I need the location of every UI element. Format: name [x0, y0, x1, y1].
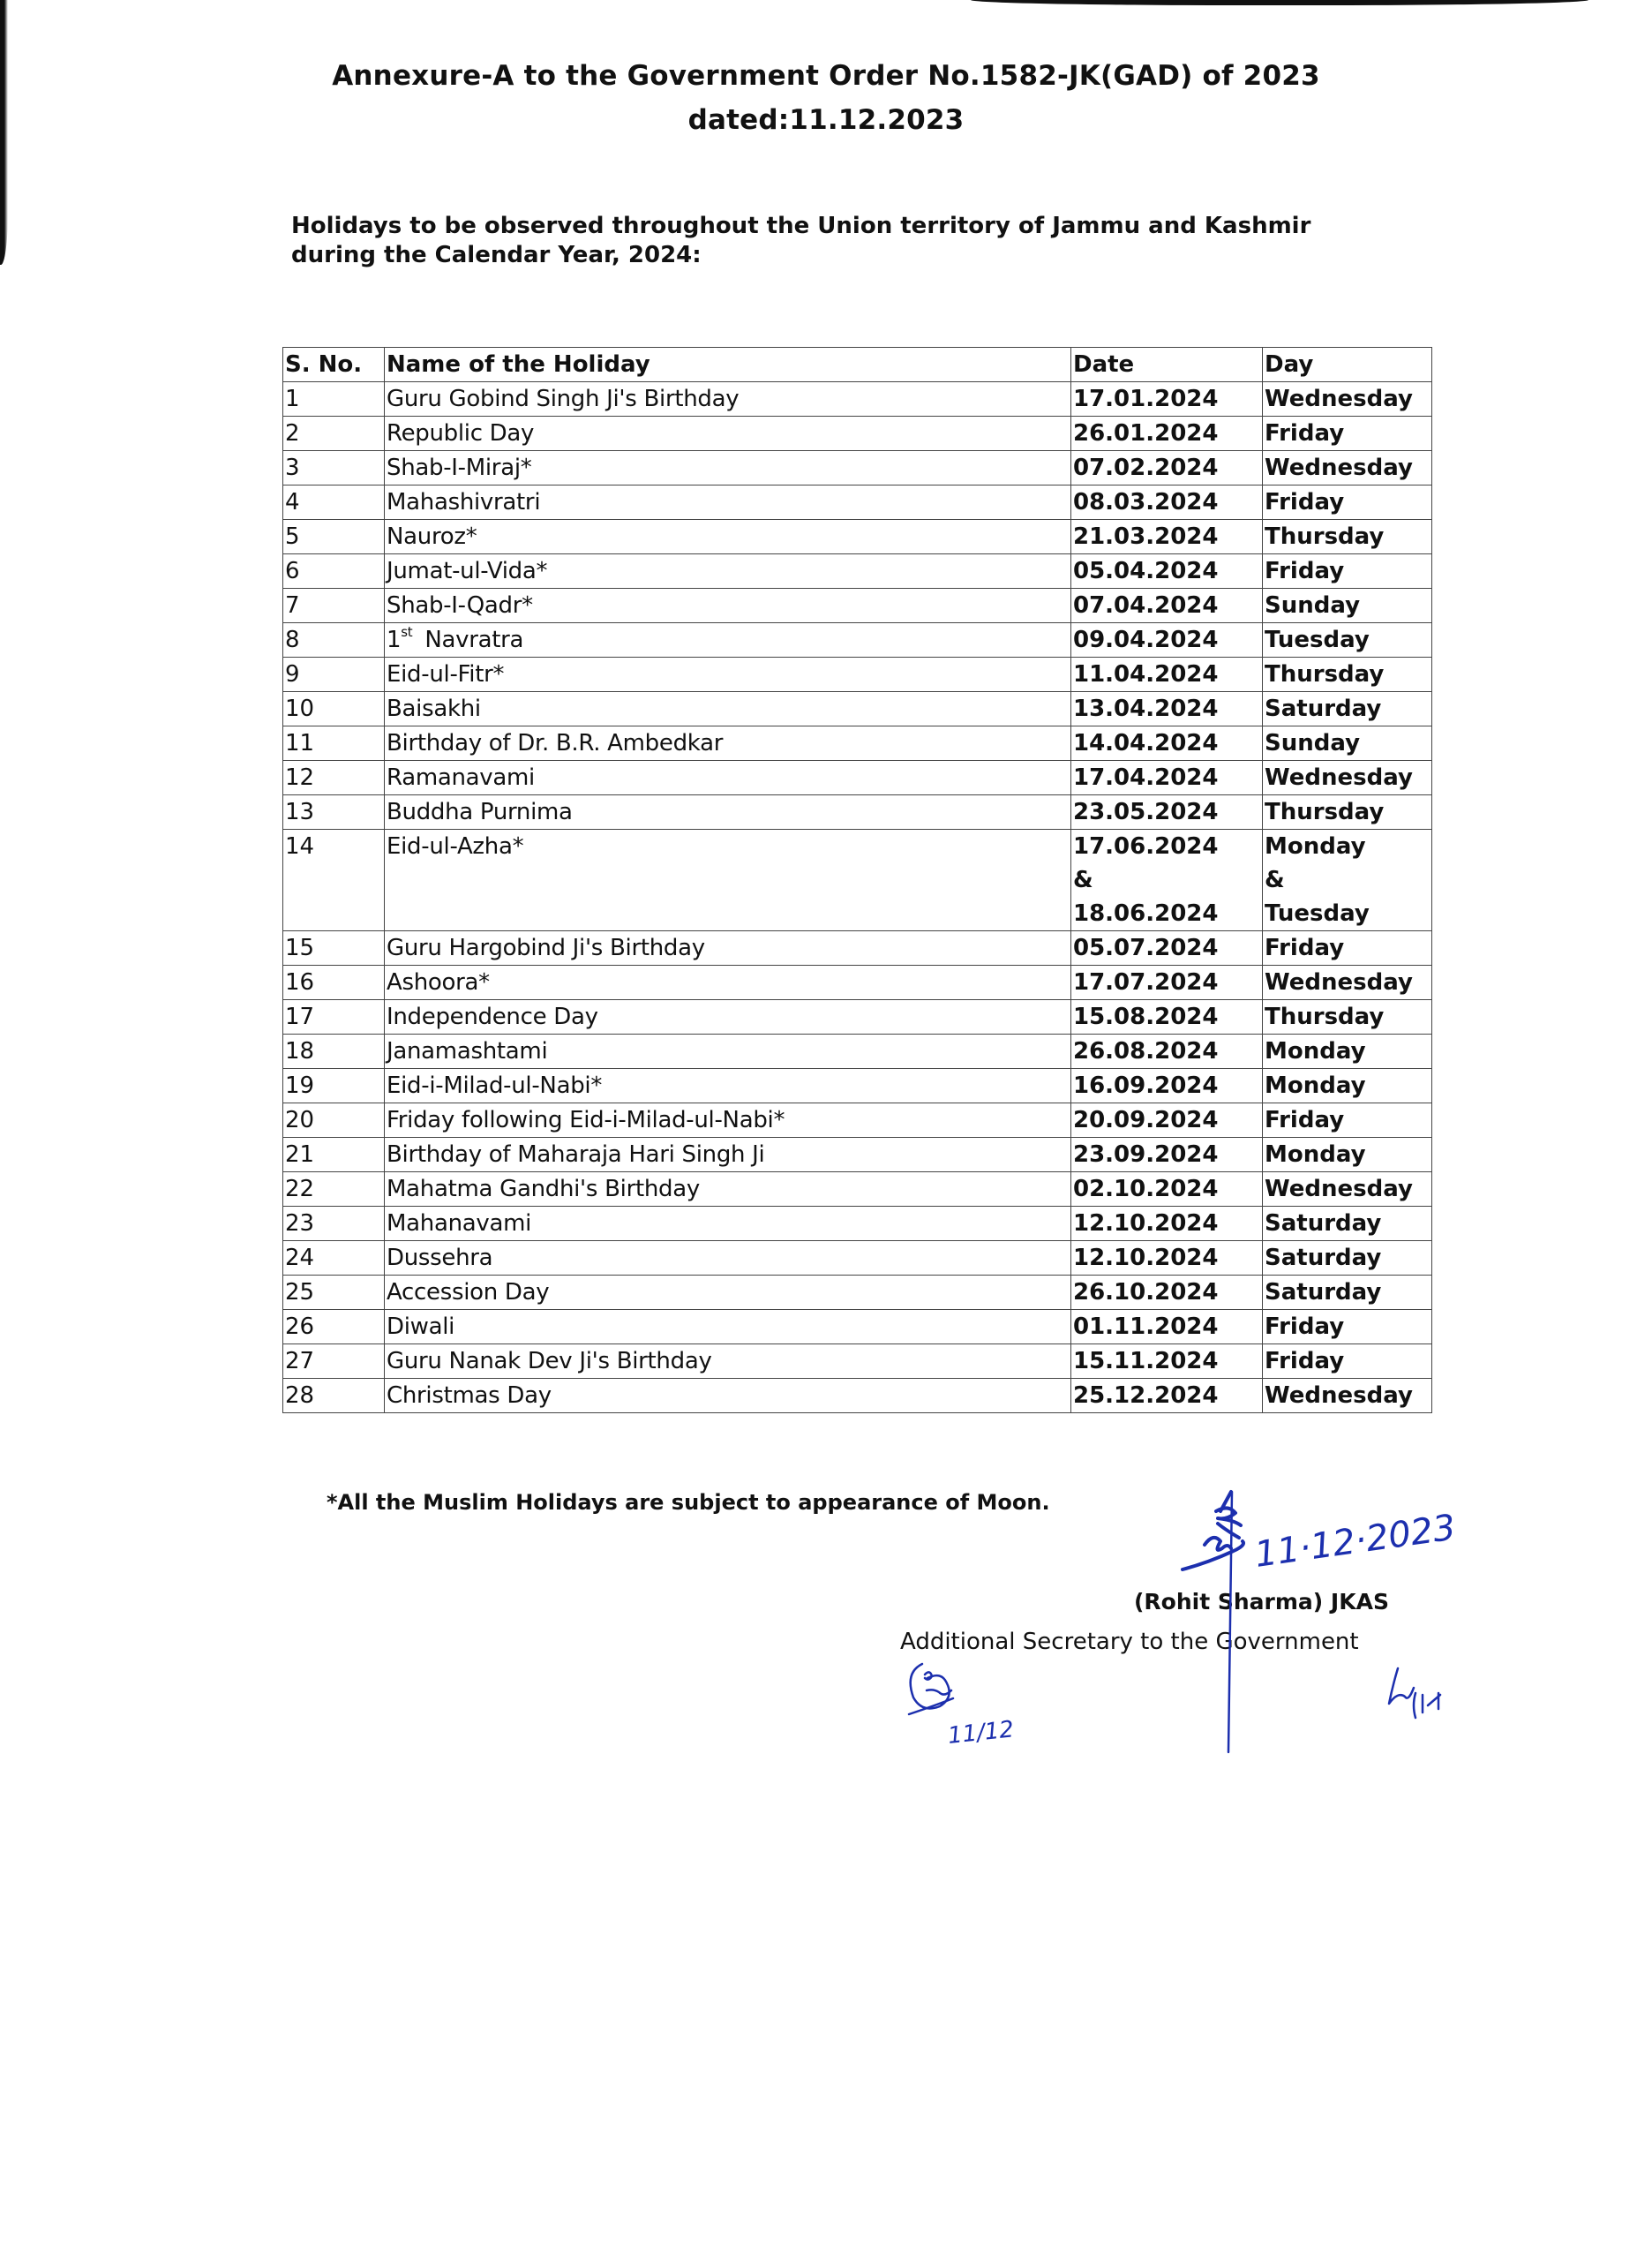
cell-day: Saturday — [1263, 1241, 1432, 1276]
cell-day: Friday — [1263, 1103, 1432, 1138]
table-row — [283, 382, 1432, 417]
cell-sno: 22 — [283, 1172, 385, 1207]
table-row — [283, 658, 1432, 692]
cell-date: 05.04.2024 — [1071, 554, 1263, 589]
cell-holiday-name — [385, 623, 1071, 658]
cell-day: Sunday — [1263, 726, 1432, 761]
cell-holiday-name: Jumat-ul-Vida* — [385, 554, 1071, 589]
cell-sno: 26 — [283, 1310, 385, 1344]
cell-holiday-name: Guru Hargobind Ji's Birthday — [385, 931, 1071, 966]
cell-date: 01.11.2024 — [1071, 1310, 1263, 1344]
cell-day: Wednesday — [1263, 966, 1432, 1000]
cell-holiday-name: Dussehra — [385, 1241, 1071, 1276]
cell-day: Thursday — [1263, 658, 1432, 692]
cell-sno: 10 — [283, 692, 385, 726]
cell-holiday-name: Eid-ul-Fitr* — [385, 658, 1071, 692]
cell-sno: 3 — [283, 451, 385, 485]
cell-date: 12.10.2024 — [1071, 1207, 1263, 1241]
table-row — [283, 623, 1432, 658]
cell-sno: 1 — [283, 382, 385, 417]
cell-date: 09.04.2024 — [1071, 623, 1263, 658]
cell-holiday-name: Eid-i-Milad-ul-Nabi* — [385, 1069, 1071, 1103]
table-row — [283, 1103, 1432, 1138]
cell-sno: 20 — [283, 1103, 385, 1138]
cell-day: Thursday — [1263, 520, 1432, 554]
cell-date: 14.04.2024 — [1071, 726, 1263, 761]
cell-holiday-name: Friday following Eid-i-Milad-ul-Nabi* — [385, 1103, 1071, 1138]
cell-holiday-name: Ramanavami — [385, 761, 1071, 795]
cell-day: Tuesday — [1263, 623, 1432, 658]
table-row — [283, 485, 1432, 520]
cell-date: 02.10.2024 — [1071, 1172, 1263, 1207]
cell-day: Friday — [1263, 1310, 1432, 1344]
table-row — [283, 726, 1432, 761]
signature-scribble — [1183, 1492, 1243, 1569]
table-row — [283, 1069, 1432, 1103]
signatory-name: (Rohit Sharma) JKAS — [1134, 1589, 1389, 1614]
cell-day: Friday — [1263, 1344, 1432, 1379]
cell-holiday-name: Baisakhi — [385, 692, 1071, 726]
cell-sno: 27 — [283, 1344, 385, 1379]
cell-date: 17.01.2024 — [1071, 382, 1263, 417]
cell-holiday-name: Mahatma Gandhi's Birthday — [385, 1172, 1071, 1207]
table-row — [283, 1310, 1432, 1344]
table-row — [283, 1138, 1432, 1172]
initials-left-mark — [909, 1664, 953, 1714]
initials-right-mark — [1389, 1668, 1440, 1718]
cell-day: Monday — [1263, 1138, 1432, 1172]
cell-day: Friday — [1263, 485, 1432, 520]
table-row — [283, 520, 1432, 554]
header-day: Day — [1263, 348, 1432, 382]
date-value: 18.06.2024 — [1073, 900, 1219, 927]
cell-sno: 23 — [283, 1207, 385, 1241]
table-row — [283, 589, 1432, 623]
cell-day: Wednesday — [1263, 382, 1432, 417]
cell-date: 07.04.2024 — [1071, 589, 1263, 623]
holiday-name-text: Navratra — [424, 627, 524, 653]
handwritten-date: 11·12·2023 — [1251, 1507, 1459, 1576]
cell-date: 08.03.2024 — [1071, 485, 1263, 520]
cell-date: 17.04.2024 — [1071, 761, 1263, 795]
cell-holiday-name: Birthday of Dr. B.R. Ambedkar — [385, 726, 1071, 761]
cell-date: 15.11.2024 — [1071, 1344, 1263, 1379]
cell-holiday-name: Eid-ul-Azha* — [385, 830, 1071, 931]
cell-day: Saturday — [1263, 692, 1432, 726]
cell-holiday-name: Guru Nanak Dev Ji's Birthday — [385, 1344, 1071, 1379]
cell-holiday-name: Republic Day — [385, 417, 1071, 451]
cell-date: 25.12.2024 — [1071, 1379, 1263, 1413]
cell-date: 13.04.2024 — [1071, 692, 1263, 726]
cell-date: 11.04.2024 — [1071, 658, 1263, 692]
day-separator: & — [1265, 867, 1285, 893]
table-header-row — [283, 348, 1432, 382]
table-row — [283, 1241, 1432, 1276]
table-row — [283, 1172, 1432, 1207]
cell-sno: 21 — [283, 1138, 385, 1172]
cell-date: 26.08.2024 — [1071, 1035, 1263, 1069]
cell-date — [1071, 830, 1263, 931]
cell-sno: 25 — [283, 1276, 385, 1310]
date-separator: & — [1073, 867, 1093, 893]
cell-sno: 19 — [283, 1069, 385, 1103]
cell-holiday-name: Mahashivratri — [385, 485, 1071, 520]
cell-day: Friday — [1263, 417, 1432, 451]
cell-holiday-name: Shab-I-Qadr* — [385, 589, 1071, 623]
table-row — [283, 966, 1432, 1000]
scan-shadow-top — [971, 0, 1588, 5]
cell-date: 05.07.2024 — [1071, 931, 1263, 966]
cell-date: 15.08.2024 — [1071, 1000, 1263, 1035]
cell-date: 07.02.2024 — [1071, 451, 1263, 485]
day-value: Monday — [1265, 833, 1366, 860]
cell-day: Wednesday — [1263, 1172, 1432, 1207]
cell-holiday-name: Guru Gobind Singh Ji's Birthday — [385, 382, 1071, 417]
table-row — [283, 1207, 1432, 1241]
cell-holiday-name: Janamashtami — [385, 1035, 1071, 1069]
cell-holiday-name: Mahanavami — [385, 1207, 1071, 1241]
initials-left-date: 11/12 — [946, 1716, 1016, 1750]
cell-sno: 8 — [283, 623, 385, 658]
cell-date: 26.01.2024 — [1071, 417, 1263, 451]
cell-day: Wednesday — [1263, 451, 1432, 485]
cell-holiday-name: Buddha Purnima — [385, 795, 1071, 830]
cell-sno: 15 — [283, 931, 385, 966]
document-title: Annexure-A to the Government Order No.1582-JK(GAD) of 2023 — [332, 60, 1320, 92]
table-row — [283, 1035, 1432, 1069]
cell-holiday-name: Ashoora* — [385, 966, 1071, 1000]
cell-day: Monday — [1263, 1069, 1432, 1103]
cell-date: 17.07.2024 — [1071, 966, 1263, 1000]
document-subtitle — [291, 212, 1456, 270]
cell-day — [1263, 830, 1432, 931]
table-row — [283, 417, 1432, 451]
cell-sno: 11 — [283, 726, 385, 761]
table-row — [283, 1276, 1432, 1310]
ordinal-suffix: st — [401, 624, 413, 640]
cell-sno: 16 — [283, 966, 385, 1000]
cell-holiday-name: Diwali — [385, 1310, 1071, 1344]
footnote: *All the Muslim Holidays are subject to appearance of Moon. — [327, 1490, 1050, 1515]
signature-vertical-line — [1228, 1492, 1232, 1752]
cell-sno: 17 — [283, 1000, 385, 1035]
table-row — [283, 1344, 1432, 1379]
cell-day: Monday — [1263, 1035, 1432, 1069]
cell-day: Saturday — [1263, 1207, 1432, 1241]
cell-holiday-name: Shab-I-Miraj* — [385, 451, 1071, 485]
cell-holiday-name: Nauroz* — [385, 520, 1071, 554]
cell-date: 21.03.2024 — [1071, 520, 1263, 554]
cell-date: 20.09.2024 — [1071, 1103, 1263, 1138]
table-row — [283, 554, 1432, 589]
cell-sno: 14 — [283, 830, 385, 931]
cell-date: 23.05.2024 — [1071, 795, 1263, 830]
cell-holiday-name: Birthday of Maharaja Hari Singh Ji — [385, 1138, 1071, 1172]
day-value: Tuesday — [1265, 900, 1370, 927]
cell-date: 26.10.2024 — [1071, 1276, 1263, 1310]
table-row — [283, 1000, 1432, 1035]
header-date: Date — [1071, 348, 1263, 382]
cell-sno: 13 — [283, 795, 385, 830]
cell-sno: 28 — [283, 1379, 385, 1413]
cell-day: Thursday — [1263, 795, 1432, 830]
cell-day: Wednesday — [1263, 1379, 1432, 1413]
subtitle-line-2: during the Calendar Year, 2024: — [291, 242, 702, 268]
cell-date: 16.09.2024 — [1071, 1069, 1263, 1103]
cell-holiday-name: Christmas Day — [385, 1379, 1071, 1413]
table-row — [283, 761, 1432, 795]
cell-sno: 24 — [283, 1241, 385, 1276]
table-row — [283, 795, 1432, 830]
table-row — [283, 692, 1432, 726]
signatory-designation: Additional Secretary to the Government — [900, 1629, 1359, 1655]
cell-sno: 12 — [283, 761, 385, 795]
table-row — [283, 451, 1432, 485]
cell-sno: 7 — [283, 589, 385, 623]
cell-sno: 18 — [283, 1035, 385, 1069]
cell-day: Friday — [1263, 931, 1432, 966]
header-name: Name of the Holiday — [385, 348, 1071, 382]
holiday-table — [282, 347, 1432, 1413]
cell-date: 23.09.2024 — [1071, 1138, 1263, 1172]
cell-sno: 9 — [283, 658, 385, 692]
table-row — [283, 931, 1432, 966]
date-value: 17.06.2024 — [1073, 833, 1219, 860]
cell-date: 12.10.2024 — [1071, 1241, 1263, 1276]
cell-sno: 6 — [283, 554, 385, 589]
cell-holiday-name: Accession Day — [385, 1276, 1071, 1310]
cell-holiday-name: Independence Day — [385, 1000, 1071, 1035]
table-row — [283, 1379, 1432, 1413]
cell-day: Friday — [1263, 554, 1432, 589]
ordinal-number: 1 — [387, 627, 402, 653]
cell-day: Saturday — [1263, 1276, 1432, 1310]
cell-day: Thursday — [1263, 1000, 1432, 1035]
cell-sno: 2 — [283, 417, 385, 451]
table-row — [283, 830, 1432, 931]
holiday-rows — [283, 382, 1432, 1413]
cell-day: Wednesday — [1263, 761, 1432, 795]
subtitle-line-1: Holidays to be observed throughout the Union territory of Jammu and Kashmir — [291, 213, 1311, 239]
cell-sno: 5 — [283, 520, 385, 554]
cell-day: Sunday — [1263, 589, 1432, 623]
cell-sno: 4 — [283, 485, 385, 520]
document-date: dated:11.12.2023 — [687, 104, 965, 136]
header-sno: S. No. — [283, 348, 385, 382]
